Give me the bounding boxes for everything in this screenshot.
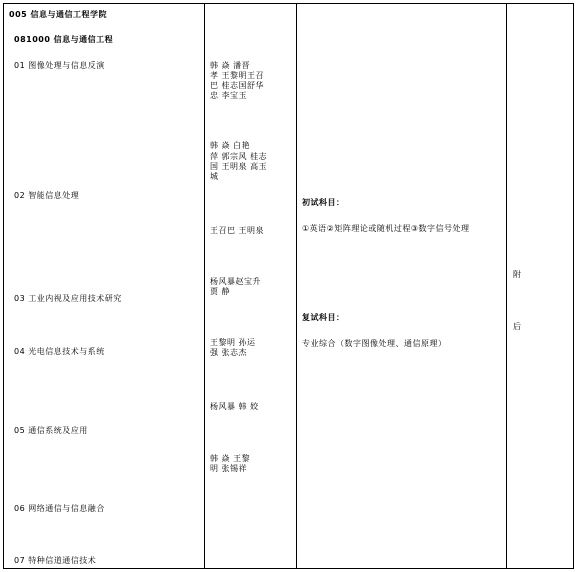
- supervisor-line: 萍 郭宗风 桂志: [210, 152, 268, 161]
- direction-04: 04 光电信息技术与系统: [14, 347, 105, 356]
- direction-07: 07 特种信道通信技术: [14, 556, 97, 565]
- direction-05: 05 通信系统及应用: [14, 426, 88, 435]
- supervisor-line: 王召巴 王明泉: [210, 226, 265, 235]
- supervisor-line: 城: [210, 172, 219, 181]
- initial-exam-subjects: ①英语②矩阵理论或随机过程③数字信号处理: [302, 224, 470, 233]
- column-divider-1: [204, 4, 205, 568]
- supervisor-line: 杨风暴 韩 姣: [210, 402, 259, 411]
- supervisor-line: 明 张锡祥: [210, 464, 248, 473]
- supervisor-line: 杨风暴赵宝升: [210, 277, 261, 286]
- retest-title: 复试科目：: [302, 313, 345, 322]
- supervisor-line: 国 王明泉 高玉: [210, 162, 268, 171]
- supervisor-line: 贾 静: [210, 287, 231, 296]
- note-hou: 后: [513, 322, 522, 331]
- direction-06: 06 网络通信与信息融合: [14, 504, 105, 513]
- note-fu: 附: [513, 270, 522, 279]
- supervisor-line: 忠 李宝玉: [210, 91, 248, 100]
- supervisor-line: 孝 王黎明王召: [210, 71, 265, 80]
- column-divider-2: [296, 4, 297, 568]
- college-title: 005 信息与通信工程学院: [9, 10, 107, 19]
- initial-exam-title: 初试科目：: [302, 198, 345, 207]
- supervisor-line: 韩 焱 王黎: [210, 454, 251, 463]
- direction-02: 02 智能信息处理: [14, 191, 80, 200]
- supervisor-line: 王黎明 孙运: [210, 338, 256, 347]
- column-divider-3: [506, 4, 507, 568]
- supervisor-line: 巴 桂志国舒华: [210, 81, 265, 90]
- major-title: 081000 信息与通信工程: [14, 35, 114, 44]
- direction-01: 01 图像处理与信息反演: [14, 61, 105, 70]
- supervisor-line: 韩 焱 白艳: [210, 141, 251, 150]
- direction-03: 03 工业内视及应用技术研究: [14, 294, 122, 303]
- supervisor-line: 韩 焱 潘晋: [210, 61, 251, 70]
- supervisor-line: 强 张志杰: [210, 348, 248, 357]
- retest-subjects: 专业综合（数字图像处理、通信原理）: [302, 339, 447, 348]
- admission-table: [3, 3, 574, 569]
